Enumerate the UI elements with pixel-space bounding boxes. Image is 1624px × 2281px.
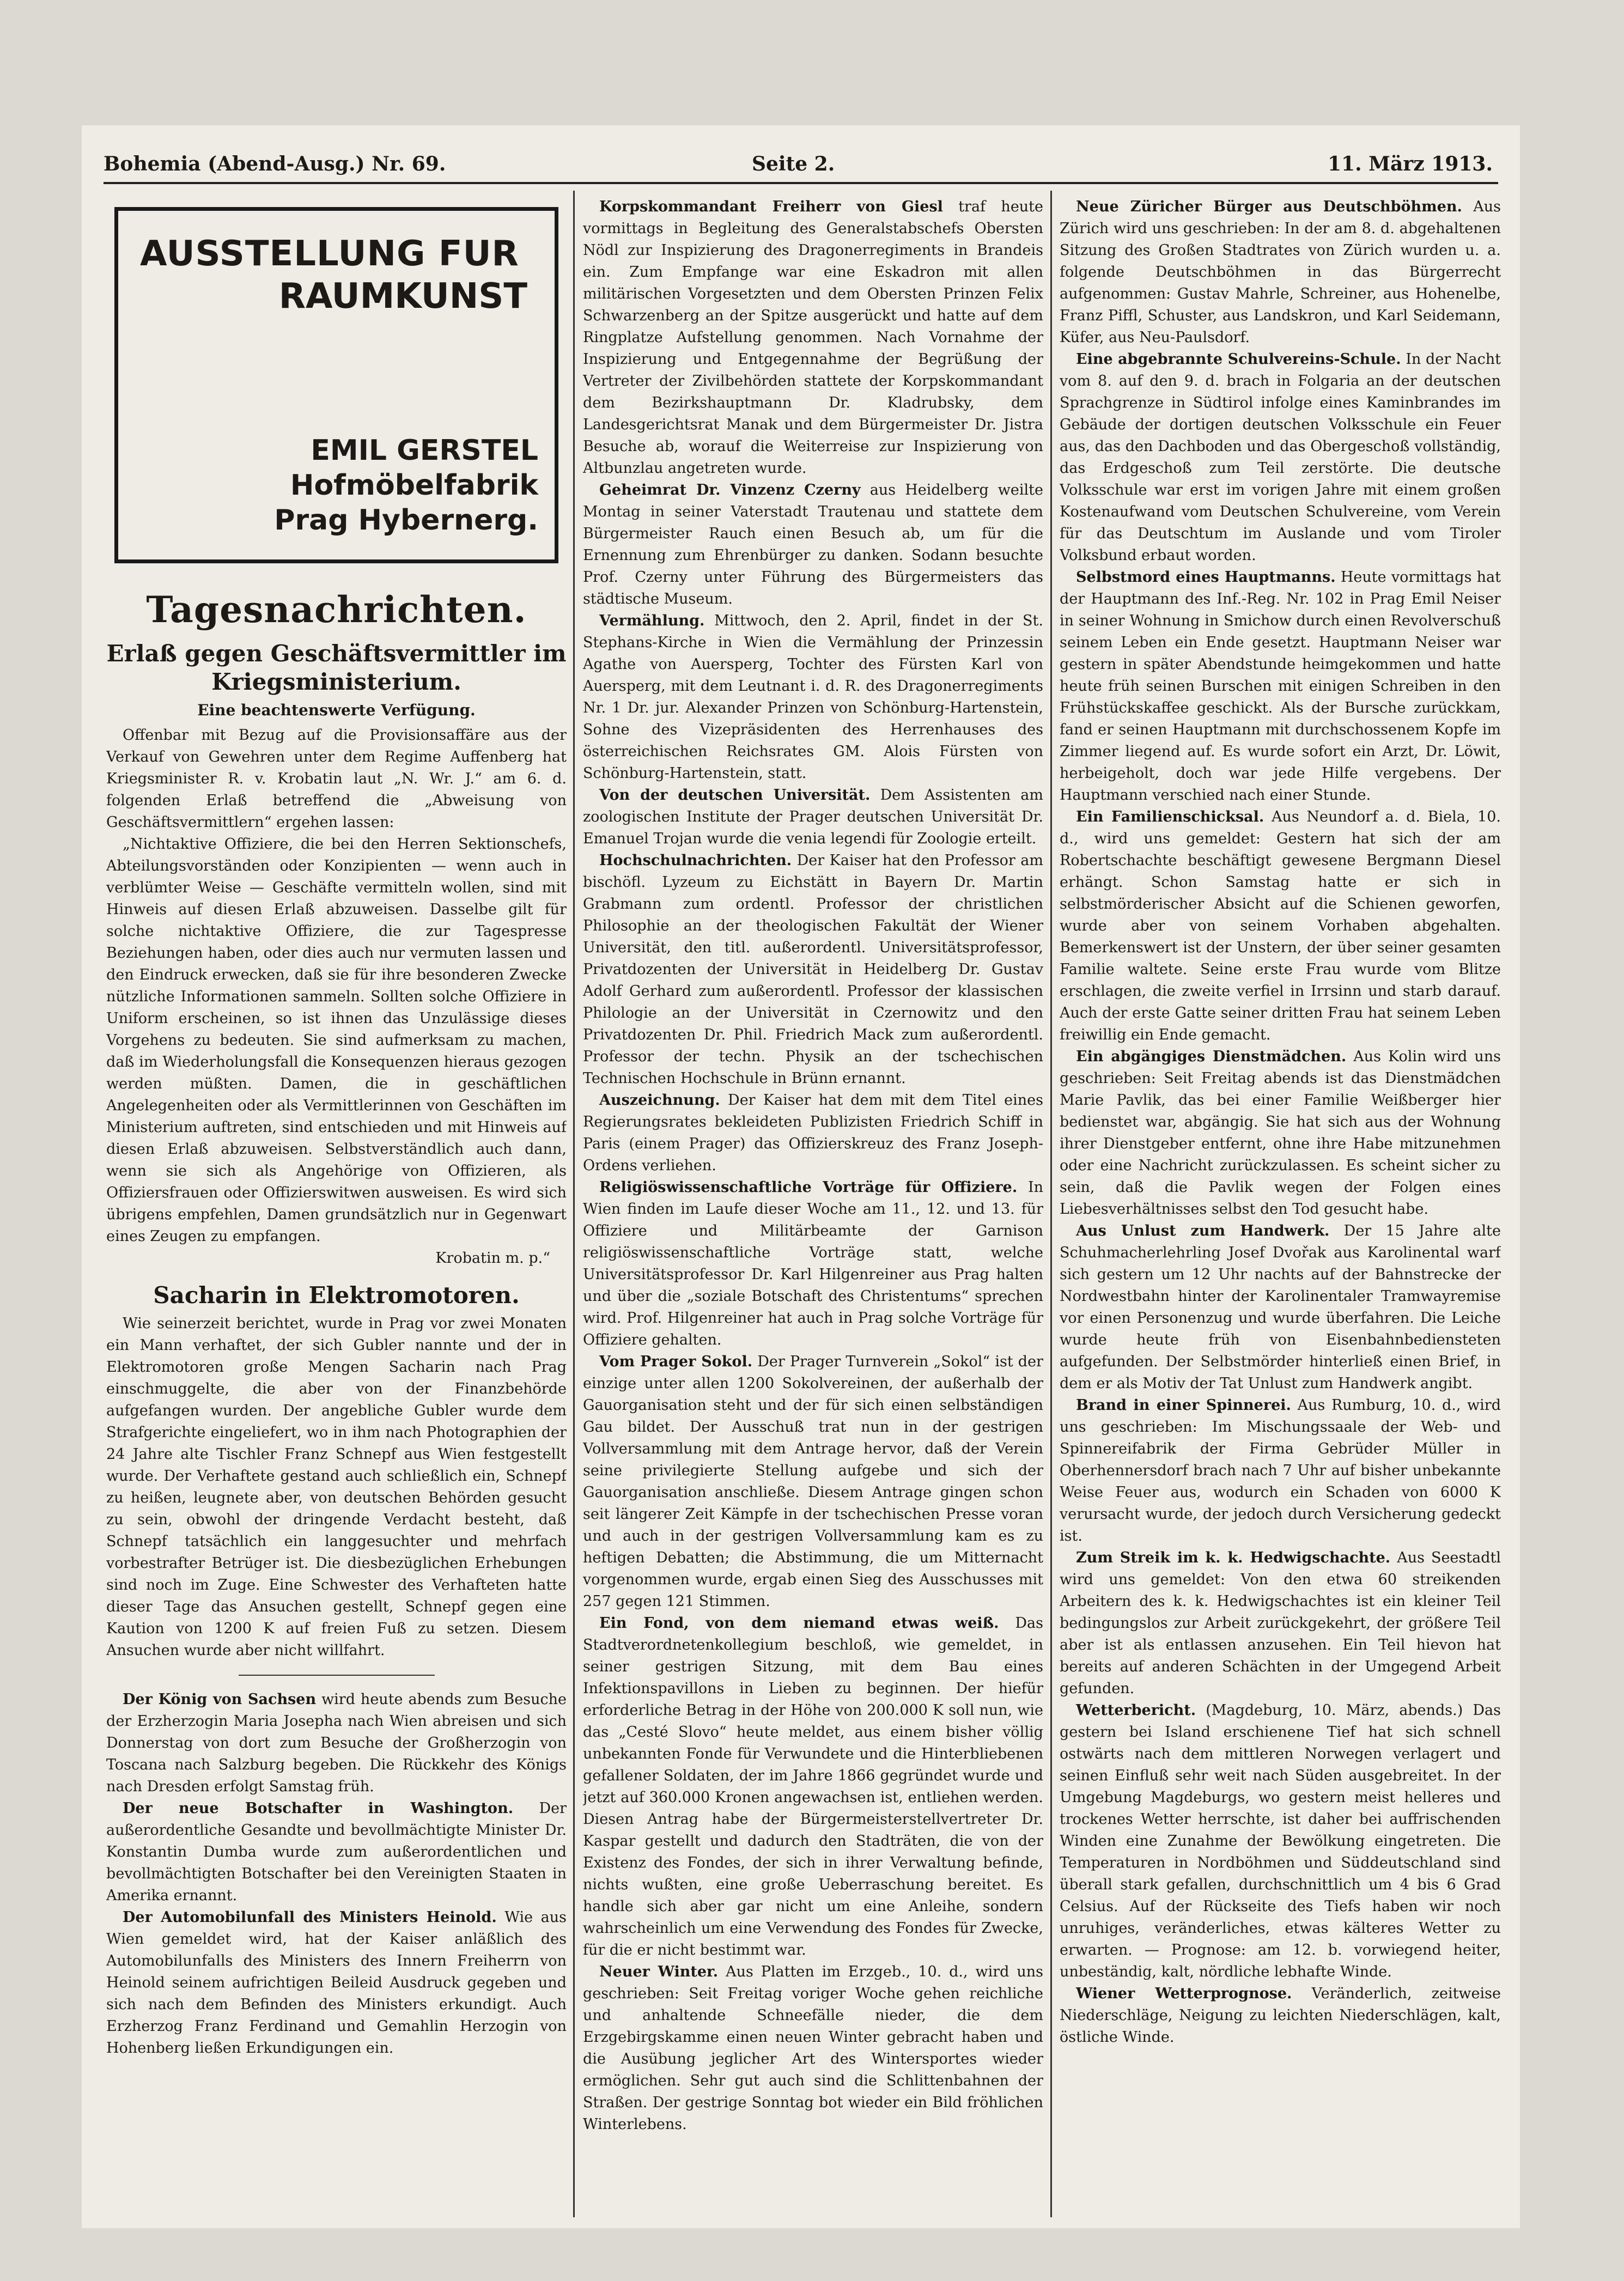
article-paragraph [1060,1983,1501,2048]
article-kicker: Vermählung. [599,612,705,629]
column-2 [583,196,1043,2212]
article-kicker: Religiöswissenschaftliche Vorträge für Offiziere. [599,1179,1018,1196]
section-title: Tagesnachrichten. [146,588,527,631]
article-paragraph [583,1090,1043,1177]
article-text: Der 15 Jahre alte Schuhmacherlehrling Josef Dvořak aus Karolinental warf sich gestern um 12 Uhr nachts auf der Bahnstrecke der Nordwestbahn hinter der Karolinentaler Tramwayremise vor einen Personenzug und wurde überfahren. Die Leiche wurde heute früh von Eisenbahnbediensteten aufgefunden. Der Selbstmörder hinterließ einen Brief, in dem er als Motiv der Tat Unlust zum Handwerk angibt. [1060,1222,1501,1392]
article-kicker: Wiener Wetterprognose. [1076,1985,1292,2002]
article-text: Aus Seestadtl wird uns gemeldet: Von den etwa 60 streikenden Arbeitern des k. k. Hedwigschachtes ist ein kleiner Teil bedingungslos zur Arbeit zurückgekehrt, der größere Teil aber ist als entlassen anzusehen. Ein Teil hievon hat bereits auf anderen Schächten in der Umgegend Arbeit gefunden. [1060,1549,1501,1697]
article-text: Aus Rumburg, 10. d., wird uns geschrieben: Im Mischungssaale der Web- und Spinnereifabrik der Firma Gebrüder Müller in Oberhennersdorf brach nach 7 Uhr auf bisher unbekannte Weise Feuer aus, wodurch ein Schaden von 6000 K verursacht wurde, der jedoch durch Versicherung gedeckt ist. [1060,1397,1501,1544]
ad-line: EMIL GERSTEL [311,434,538,467]
article-text: Der Prager Turnverein „Sokol“ ist der einzige unter allen 1200 Sokolvereinen, der außerhalb der Gauorganisation steht und der für sich einen selbständigen Gau bildet. Der Ausschuß trat nun in der gestrigen Vollversammlung mit dem Antrage hervor, daß der Verein seine privilegierte Stellung aufgebe und sich der Gauorganisation anschließe. Diesem Antrage gingen schon seit längerer Zeit Kämpfe in der tschechischen Presse voran und auch in der gestrigen Vollversammlung kam es zu heftigen Debatten; die Abstimmung, die um Mitternacht vorgenommen wurde, ergab einen Sieg des Ausschusses mit 257 gegen 121 Stimmen. [583,1353,1043,1610]
page-number: Seite 2. [752,153,835,175]
article-paragraph: „Nichtaktive Offiziere, die bei den Herren Sektionschefs, Abteilungsvorständen oder Konzipienten — wenn auch in verblümter Weise — Geschäfte vermitteln wollen, sind mit Hinweis auf diesen Erlaß abzuweisen. Dasselbe gilt für solche nichtaktive Offiziere, die zur Tagespresse Beziehungen haben, oder dies auch nur vermuten lassen und den Eindruck erwecken, daß sie für ihre besonderen Zwecke nützliche Informationen sammeln. Sollten solche Offiziere in Uniform erscheinen, so ist ihnen das Unzulässige dieses Vorgehens zu bedeuten. Sie sind aufmerksam zu machen, daß im Wiederholungsfall die Konsequenzen hieraus gezogen werden müßten. Damen, die in geschäftlichen Angelegenheiten oder als Vermittlerinnen von Geschäften im Ministerium auftreten, sind entschieden und mit Hinweis auf diesen Erlaß abzuweisen. Selbstverständlich auch dann, wenn sie sich als Angehörige von Offizieren, als Offiziersfrauen oder Offizierswitwen ausweisen. Es wird sich übrigens empfehlen, Damen grundsätzlich nur in Gegenwart eines Zeugen zu empfangen. [106,836,567,1245]
article-text: Der Kaiser hat dem mit dem Titel eines Regierungsrates bekleideten Publizisten Friedrich Schiff in Paris (einem Prager) das Offizierskreuz des Franz Joseph-Ordens verliehen. [583,1092,1043,1174]
article-kicker: Aus Unlust zum Handwerk. [1076,1222,1330,1239]
article-kicker: Vom Prager Sokol. [599,1353,753,1370]
column-1 [106,196,567,2212]
article-subtitle: Eine beachtenswerte Verfügung. [197,701,476,719]
ad-line: Hofmöbelfabrik [290,469,538,502]
article-paragraph [1060,806,1501,1046]
article-signature: Krobatin m. p.“ [435,1250,550,1267]
article-kicker: Hochschulnachrichten. [599,852,792,869]
article-kicker: Ein Fond, von dem niemand etwas weiß. [599,1615,999,1632]
article-paragraph [583,196,1043,479]
article-text: Das Stadtverordnetenkollegium beschloß, wie gemeldet, in seiner gestrigen Sitzung, mit dem Bau eines Infektionspavillons in Lieben zu beginnen. Der hiefür erforderliche Betrag in der Höhe von 200.000 K soll nun, wie das „Cesté Slovo“ heute meldet, aus einem bisher völlig unbekannten Fonde für Verwundete und die Hinterbliebenen gefallener Soldaten, der im Jahre 1866 gegründet wurde und jetzt auf 360.000 Kronen angewachsen ist, entliehen werden. Diesen Antrag habe der Bürgermeisterstellvertreter Dr. Kaspar gestellt und dadurch den Stadträten, die von der Existenz des Fondes, der sich in ihrer Verwaltung befinde, nichts wußten, eine große Ueberraschung bereitet. Es handle sich aber gar nicht um eine Anleihe, sondern wahrscheinlich um eine Verwendung des Fondes für Zwecke, für die er nicht bestimmt war. [583,1615,1043,1958]
advertisement [114,207,558,563]
article-kicker: Der Automobilunfall des Ministers Heinold. [123,1909,497,1926]
column-divider [1050,191,1052,2217]
article-kicker: Selbstmord eines Hauptmanns. [1076,569,1336,586]
article-text: Heute vormittags hat der Hauptmann des Inf.-Reg. Nr. 102 in Prag Emil Neiser in seiner Wohnung in Smichow durch einen Revolverschuß seinem Leben ein Ende gesetzt. Hauptmann Neiser war gestern in später Abendstunde heimgekommen und hatte heute früh seinen Burschen mit einigen Schreiben in den Frühstückskaffee geschickt. Als der Bursche zurückkam, fand er seinen Hauptmann mit durchschossenem Kopfe im Zimmer liegend auf. Es wurde sofort ein Arzt, Dr. Löwit, herbeigeholt, doch war jede Hilfe vergebens. Der Hauptmann verschied nach einer Stunde. [1060,569,1501,804]
article-paragraph [1060,567,1501,806]
article-paragraph: Offenbar mit Bezug auf die Provisionsaffäre aus der Verkauf von Gewehren unter dem Regime Auffenberg hat Kriegsminister R. v. Krobatin laut „N. Wr. J.“ am 6. d. folgenden Erlaß betreffend die „Abweisung von Geschäftsvermittlern“ ergehen lassen: [106,727,567,831]
article-paragraph [1060,1046,1501,1220]
article-kicker: Von der deutschen Universität. [599,787,871,804]
article-paragraph [583,784,1043,850]
article-paragraph [106,1907,567,2059]
article-title: Sacharin in Elektromotoren. [153,1282,520,1309]
article-paragraph [106,1689,567,1798]
article-text: Dem Assistenten am zoologischen Institute der Prager deutschen Universität Dr. Emanuel Trojan wurde die venia legendi für Zoologie erteilt. [583,787,1043,847]
article-paragraph [1060,1547,1501,1700]
article-paragraph [583,479,1043,610]
article-text: Wie aus Wien gemeldet wird, hat der Kaiser anläßlich des Automobilunfalls des Ministers des Innern Freiherrn von Heinold seinem aufrichtigen Beileid Ausdruck gegeben und sich nach dem Befinden des Ministers erkundigt. Auch Erzherzog Franz Ferdinand und Gemahlin Herzogin von Hohenberg ließen Erkundigungen ein. [106,1909,567,2057]
article-text: In Wien finden im Laufe dieser Woche am 11., 12. und 13. für Offiziere und Militärbeamte der Garnison religiöswissenschaftliche Vorträge statt, welche Universitätsprofessor Dr. Karl Hilgenreiner aus Prag halten und über die „soziale Botschaft des Christentums“ sprechen wird. Prof. Hilgenreiner hat auch in Prag solche Vorträge für Offiziere gehalten. [583,1179,1043,1348]
column-divider [573,191,575,2217]
issue-label: Bohemia (Abend-Ausg.) Nr. 69. [104,153,446,175]
header-rule [104,182,1498,184]
article-paragraph [583,1177,1043,1351]
article-text: Veränderlich, zeitweise Niederschläge, Neigung zu leichten Niederschlägen, kalt, östliche Winde. [1060,1985,1501,2046]
ad-advertiser [274,433,538,538]
ad-line: RAUMKUNST [278,276,527,317]
article-paragraph [583,1613,1043,1961]
article-text: Der außerordentliche Gesandte und bevollmächtigte Minister Dr. Konstantin Dumba wurde zum außerordentlichen und bevollmächtigten Botschafter bei den Vereinigten Staaten in Amerika ernannt. [106,1800,567,1904]
article-kicker: Korpskommandant Freiherr von Giesl [599,198,943,215]
article-paragraph [583,610,1043,784]
article-text: Aus Platten im Erzgeb., 10. d., wird uns geschrieben: Seit Freitag voriger Woche gehen reichliche und anhaltende Schneefälle nieder, die dem Erzgebirgskamme einen neuen Winter gebracht haben und die Ausübung jeglicher Art des Wintersportes wieder ermöglichen. Sehr gut auch sind die Schlittenbahnen der Straßen. Der gestrige Sonntag bot wieder ein Bild fröhlichen Winterlebens. [583,1963,1043,2133]
ad-line: AUSSTELLUNG FUR [140,234,519,274]
article-text: Aus Zürich wird uns geschrieben: In der am 8. d. abgehaltenen Sitzung des Großen Stadtrates von Zürich wurden u. a. folgende Deutschböhmen in das Bürgerrecht aufgenommen: Gustav Mahrle, Schreiner, aus Hohenelbe, Franz Piffl, Schuster, aus Landskron, und Karl Seidemann, Küfer, aus Neu-Paulsdorf. [1060,198,1501,346]
article-text: (Magdeburg, 10. März, abends.) Das gestern bei Island erschienene Tief hat sich schnell ostwärts nach dem mittleren Norwegen verlagert und seinen Einfluß sehr weit nach Süden ausgebreitet. In der Umgebung Magdeburgs, wo gestern meist helleres und trockenes Wetter herrschte, ist daher bei auffrischenden Winden eine Zunahme der Bewölkung eingetreten. Die Temperaturen in Nordböhmen und Süddeutschland sind überall stark gefallen, durchschnittlich um 4 bis 6 Grad Celsius. Auf der Rückseite des Tiefs haben wir noch unruhiges, veränderliches, etwas kälteres Wetter zu erwarten. — Prognose: am 12. b. vorwiegend heiter, unbeständig, kalt, nördliche lebhafte Winde. [1060,1702,1501,1980]
article-paragraph [583,1961,1043,2136]
article-kicker: Brand in einer Spinnerei. [1076,1397,1291,1414]
article-kicker: Wetterbericht. [1076,1702,1196,1719]
article-paragraph [1060,1700,1501,1983]
article-kicker: Neue Züricher Bürger aus Deutschböhmen. [1076,198,1462,215]
article-text: Mittwoch, den 2. April, findet in der St. Stephans-Kirche in Wien die Vermählung der Prinzessin Agathe von Auersperg, Tochter des Fürsten Karl von Auersperg, mit dem Leutnant i. d. R. des Dragonerregiments Nr. 1 Dr. jur. Alexander Prinzen von Schönburg-Hartenstein, Sohne des Vizepräsidenten des Herrenhauses des österreichischen Reichsrates GM. Alois Fürsten von Schönburg-Hartenstein, statt. [583,612,1043,782]
article-paragraph [583,850,1043,1090]
article-kicker: Geheimrat Dr. Vinzenz Czerny [599,482,861,498]
article-text: In der Nacht vom 8. auf den 9. d. brach in Folgaria an der deutschen Sprachgrenze in Südtirol infolge eines Kaminbrandes im Gebäude der dortigen deutschen Volksschule ein Feuer aus, das den Dachboden und das Obergeschoß vollständig, das Erdgeschoß zum Teil zerstörte. Die deutsche Volksschule war erst im vorigen Jahre mit einem großen Kostenaufwand vom Deutschen Schulvereine, vom Verein für das Deutschtum im Auslande und vom Tiroler Volksbund erbaut worden. [1060,351,1501,564]
article-text: Aus Neundorf a. d. Biela, 10. d., wird uns gemeldet: Gestern hat sich der am Robertschachte beschäftigt gewesene Bergmann Diesel erhängt. Schon Samstag hatte er sich in selbstmörderischer Absicht auf die Schienen geworfen, wurde aber von seinem Vorhaben abgehalten. Bemerkenswert ist der Unstern, der über seiner gesamten Familie waltete. Seine erste Frau wurde vom Blitze erschlagen, die zweite verfiel in Irrsinn und starb darauf. Auch der erste Gatte seiner dritten Frau hat seinem Leben freiwillig ein Ende gemacht. [1060,808,1501,1043]
article-text: Aus Kolin wird uns geschrieben: Seit Freitag abends ist das Dienstmädchen Marie Pavlik, das bei einer Familie Weißberger hier bedienstet war, abgängig. Sie hat sich aus der Wohnung ihrer Dienstgeber entfernt, ohne ihre Habe mitzunehmen oder eine Nachricht zurückzulassen. Es scheint sicher zu sein, daß die Pavlik wegen der Folgen eines Liebesverhältnisses selbst den Tod gesucht habe. [1060,1048,1501,1218]
article-text: traf heute vormittags in Begleitung des Generalstabschefs Obersten Nödl zur Inspizierung des Dragonerregiments in Brandeis ein. Zum Empfange war eine Eskadron mit allen militärischen Vorgesetzten und dem Obersten Prinzen Felix Schwarzenberg an der Spitze ausgerückt und hatte auf dem Ringplatze Aufstellung genommen. Nach Vornahme der Inspizierung und Entgegennahme der Begrüßung der Vertreter der Zivilbehörden stattete der Korpskommandant dem Bezirkshauptmann Dr. Kladrubsky, dem Landesgerichtsrat Manak und dem Bürgermeister Dr. Jistra Besuche ab, worauf die Weiterreise zur Inspizierung von Altbunzlau angetreten wurde. [583,198,1043,477]
article-paragraph [106,1798,567,1907]
ad-line: Prag Hybernerg. [274,504,538,537]
article-kicker: Zum Streik im k. k. Hedwigschachte. [1076,1549,1391,1566]
article-paragraph [1060,196,1501,349]
article-text: Der Kaiser hat den Professor am bischöfl. Lyzeum zu Eichstätt in Bayern Dr. Martin Grabmann zum ordentl. Professor der christlichen Philosophie an der theologischen Fakultät der Wiener Universität, den titl. außerordentl. Universitätsprofessor, Privatdozenten der Universität in Heidelberg Dr. Gustav Adolf Gerhard zum außerordentl. Professor der klassischen Philologie an der Universität in Czernowitz und den Privatdozenten Dr. Phil. Friedrich Mack zum außerordentl. Professor der techn. Physik an der tschechischen Technischen Hochschule in Brünn ernannt. [583,852,1043,1087]
article-paragraph [583,1351,1043,1613]
column-3 [1060,196,1501,2212]
page-header [104,153,1498,180]
article-kicker: Neuer Winter. [599,1963,719,1980]
divider [239,1675,435,1676]
article-kicker: Ein abgängiges Dienstmädchen. [1076,1048,1347,1065]
article-paragraph [1060,1220,1501,1395]
article-title: Erlaß gegen Geschäftsvermittler im Kriegsministerium. [106,640,567,695]
issue-date: 11. März 1913. [1327,153,1493,175]
article-text: wird heute abends zum Besuche der Erzherzogin Maria Josepha nach Wien abreisen und sich Donnerstag von dort zum Besuche der Großherzogin von Toscana nach Salzburg begeben. Die Rückkehr des Königs nach Dresden erfolgt Samstag früh. [106,1691,567,1795]
article-text: aus Heidelberg weilte Montag in seiner Vaterstadt Trautenau und stattete dem Bürgermeister Rauch einen Besuch ab, um für die Ernennung zum Ehrenbürger zu danken. Sodann besuchte Prof. Czerny unter Führung des Bürgermeisters das städtische Museum. [583,482,1043,607]
article-kicker: Auszeichnung. [599,1092,720,1109]
article-kicker: Ein Familienschicksal. [1076,808,1264,825]
article-kicker: Eine abgebrannte Schulvereins-Schule. [1076,351,1401,368]
article-paragraph [1060,349,1501,567]
newspaper-page [82,125,1520,2228]
article-paragraph [1060,1395,1501,1547]
article-kicker: Der König von Sachsen [123,1691,317,1708]
article-kicker: Der neue Botschafter in Washington. [123,1800,514,1817]
article-paragraph: Wie seinerzeit berichtet, wurde in Prag vor zwei Monaten ein Mann verhaftet, der sich Gubler nannte und der in Elektromotoren große Mengen Sacharin nach Prag einschmuggelte, die aber von der Finanzbehörde aufgefangen wurden. Der angebliche Gubler wurde dem Strafgerichte eingeliefert, wo in ihm nach Photographien der 24 Jahre alte Tischler Franz Schnepf aus Wien festgestellt wurde. Der Verhaftete gestand auch schließlich ein, Schnepf zu heißen, leugnete aber, von deutschen Behörden gesucht zu sein, obwohl der dringende Verdacht besteht, daß Schnepf tatsächlich ein langgesuchter und mehrfach vorbestrafter Betrüger ist. Die diesbezüglichen Erhebungen sind noch im Zuge. Eine Schwester des Verhafteten hatte dieser Tage das Ansuchen gestellt, Schnepf gegen eine Kaution von 1200 K auf freien Fuß zu setzen. Diesem Ansuchen wurde aber nicht willfahrt. [106,1315,567,1659]
